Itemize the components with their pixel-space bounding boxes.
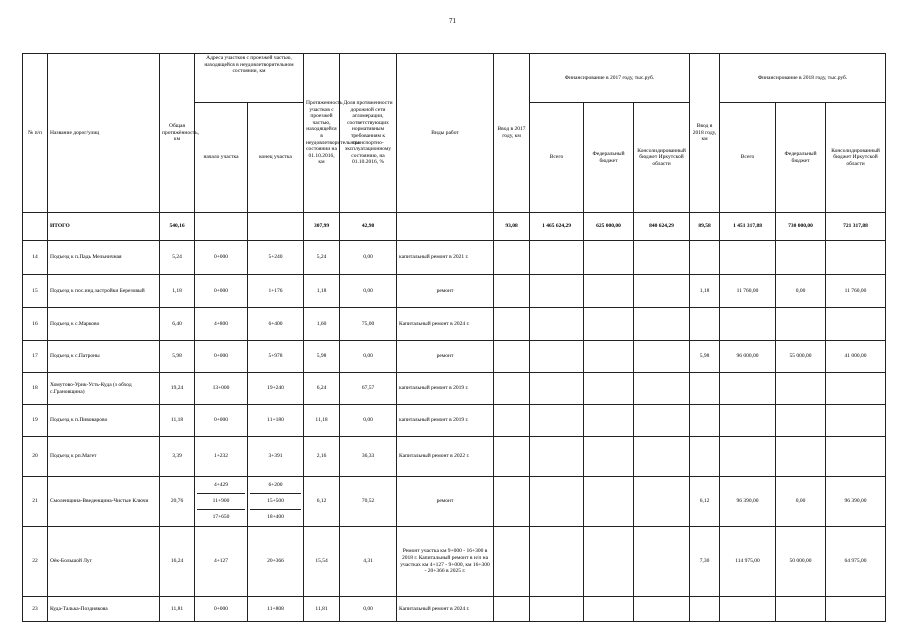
row-length: 16,24 (160, 527, 195, 597)
row-input-2018: 6,12 (690, 477, 720, 527)
header-work-type: Виды работ (397, 54, 494, 213)
row-start: 13+000 (195, 373, 248, 405)
row-federal-2018 (776, 308, 826, 341)
row-name: Оёк-Большой Луг (48, 527, 160, 597)
row-input-2017 (494, 308, 530, 341)
row-regional-2018: 64 975,00 (826, 527, 886, 597)
row-bad-length: 1,60 (304, 308, 340, 341)
row-bad-length: 11,81 (304, 597, 340, 622)
row-total-2018: 114 975,00 (720, 527, 776, 597)
header-total-2018: Всего (720, 103, 776, 213)
row-input-2018 (690, 241, 720, 275)
row-federal-2017 (584, 275, 634, 308)
row-name: Подъезд к п.Падь Мельничная (48, 241, 160, 275)
row-regional-2017 (634, 477, 690, 527)
row-total-2018: 11 760,00 (720, 275, 776, 308)
row-share: 0,00 (340, 597, 397, 622)
row-federal-2017 (584, 437, 634, 477)
totals-in2017: 93,08 (494, 213, 530, 241)
row-name: Подъезд к с.Марково (48, 308, 160, 341)
header-federal-2018: Федеральный бюджет (776, 103, 826, 213)
row-federal-2018 (776, 597, 826, 622)
row-work-type: ремонт (397, 341, 494, 373)
row-regional-2017 (634, 241, 690, 275)
row-input-2017 (494, 405, 530, 437)
table-row (23, 241, 886, 275)
row-federal-2017 (584, 373, 634, 405)
row-input-2018 (690, 437, 720, 477)
row-bad-length: 15,54 (304, 527, 340, 597)
row-regional-2018 (826, 597, 886, 622)
row-bad-length: 2,16 (304, 437, 340, 477)
totals-bad: 307,99 (304, 213, 340, 241)
row-regional-2018 (826, 241, 886, 275)
row-share: 0,00 (340, 241, 397, 275)
row-input-2018: 7,30 (690, 527, 720, 597)
row-federal-2017 (584, 597, 634, 622)
row-total-2018 (720, 405, 776, 437)
totals-f18: 730 000,00 (776, 213, 826, 241)
header-input-2018: Ввод в 2018 году, км (690, 54, 720, 213)
row-regional-2018 (826, 405, 886, 437)
row-total-2017 (530, 373, 584, 405)
row-input-2018 (690, 308, 720, 341)
row-total-2018 (720, 373, 776, 405)
row-federal-2017 (584, 308, 634, 341)
totals-k17: 840 624,29 (634, 213, 690, 241)
row-share: 70,52 (340, 477, 397, 527)
row-start: 1+232 (195, 437, 248, 477)
row-total-2017 (530, 341, 584, 373)
row-name: Смоленщина-Введенщина-Чистые Ключи (48, 477, 160, 527)
row-end: 5+240 (248, 241, 304, 275)
totals-row (23, 213, 886, 241)
row-start: 4+127 (195, 527, 248, 597)
row-input-2017 (494, 275, 530, 308)
row-regional-2017 (634, 373, 690, 405)
header-share: Доля протяженности дорожной сети агломерации, соответствующих нормативным требованиям к транспортно-эксплуатационному состоянию, на 01.10.2016, % (340, 54, 397, 213)
row-federal-2017 (584, 527, 634, 597)
row-federal-2017 (584, 241, 634, 275)
row-end: 19+240 (248, 373, 304, 405)
table-row (23, 477, 886, 527)
row-num: 23 (23, 597, 48, 622)
row-bad-length: 6,24 (304, 373, 340, 405)
header-regional-2017: Консолидированный бюджет Иркутской области (634, 103, 690, 213)
row-total-2018: 96 000,00 (720, 341, 776, 373)
row-input-2017 (494, 437, 530, 477)
row-regional-2018 (826, 373, 886, 405)
row-start (195, 477, 248, 527)
table-row (23, 275, 886, 308)
row-end: 6+400 (248, 308, 304, 341)
row-regional-2017 (634, 341, 690, 373)
row-total-2017 (530, 477, 584, 527)
totals-end (248, 213, 304, 241)
row-start: 0+000 (195, 405, 248, 437)
row-end: 3+391 (248, 437, 304, 477)
header-fin-2017: Финансирование в 2017 году, тыс.руб. (530, 54, 690, 103)
row-length: 11,81 (160, 597, 195, 622)
row-length: 5,98 (160, 341, 195, 373)
row-federal-2018: 50 000,00 (776, 527, 826, 597)
row-num: 19 (23, 405, 48, 437)
row-length: 5,24 (160, 241, 195, 275)
row-num: 21 (23, 477, 48, 527)
row-regional-2018 (826, 308, 886, 341)
row-regional-2017 (634, 275, 690, 308)
row-work-type: Капитальный ремонт в 2024 г. (397, 597, 494, 622)
row-total-2018 (720, 308, 776, 341)
row-federal-2017 (584, 405, 634, 437)
roads-table (22, 53, 886, 622)
row-share: 0,00 (340, 275, 397, 308)
page-number: 71 (449, 17, 456, 25)
row-end (248, 477, 304, 527)
row-num: 14 (23, 241, 48, 275)
row-regional-2018: 11 760,00 (826, 275, 886, 308)
row-input-2017 (494, 477, 530, 527)
header-federal-2017: Федеральный бюджет (584, 103, 634, 213)
row-federal-2018: 0,00 (776, 275, 826, 308)
row-end: 20+366 (248, 527, 304, 597)
row-num: 15 (23, 275, 48, 308)
header-row-1 (23, 54, 886, 103)
row-regional-2018: 96 390,00 (826, 477, 886, 527)
row-share: 36,33 (340, 437, 397, 477)
row-work-type: капитальный ремонт в 2019 г. (397, 373, 494, 405)
table-row (23, 405, 886, 437)
table-row (23, 527, 886, 597)
row-share: 4,31 (340, 527, 397, 597)
row-input-2018 (690, 373, 720, 405)
header-start: начало участка (195, 103, 248, 213)
row-total-2017 (530, 437, 584, 477)
table-row (23, 597, 886, 622)
row-end: 11+180 (248, 405, 304, 437)
header-input-2017: Ввод в 2017 году, км (494, 54, 530, 213)
header-num: № п/п (23, 54, 48, 213)
totals-length: 540,16 (160, 213, 195, 241)
row-input-2017 (494, 373, 530, 405)
row-num: 16 (23, 308, 48, 341)
row-regional-2018 (826, 437, 886, 477)
row-num: 18 (23, 373, 48, 405)
row-share: 75,00 (340, 308, 397, 341)
table-row (23, 437, 886, 477)
row-federal-2018: 55 000,00 (776, 341, 826, 373)
row-length: 20,76 (160, 477, 195, 527)
header-total-2017: Всего (530, 103, 584, 213)
row-work-type: ремонт (397, 477, 494, 527)
row-start-part: 17+650 (212, 514, 230, 521)
row-bad-length: 5,98 (304, 341, 340, 373)
row-input-2017 (494, 341, 530, 373)
header-fin-2018: Финансирование в 2018 году, тыс.руб. (720, 54, 886, 103)
row-federal-2018 (776, 373, 826, 405)
row-regional-2017 (634, 597, 690, 622)
totals-work (397, 213, 494, 241)
row-total-2017 (530, 241, 584, 275)
row-length: 11,18 (160, 405, 195, 437)
totals-label: ИТОГО (48, 213, 160, 241)
row-share: 67,57 (340, 373, 397, 405)
row-share: 0,00 (340, 341, 397, 373)
row-work-type: Капитальный ремонт в 2024 г. (397, 308, 494, 341)
row-federal-2018: 0,00 (776, 477, 826, 527)
row-input-2018 (690, 597, 720, 622)
row-name: Подъезд к п.Пивоварово (48, 405, 160, 437)
row-length: 3,39 (160, 437, 195, 477)
row-input-2017 (494, 527, 530, 597)
header-name: Название дорог/улиц (48, 54, 160, 213)
row-end-part: 18+400 (267, 514, 284, 521)
table-row (23, 341, 886, 373)
totals-t17: 1 465 624,29 (530, 213, 584, 241)
row-name: Куда-Талька-Позднякова (48, 597, 160, 622)
row-end: 5+978 (248, 341, 304, 373)
row-start-part: 11+900 (197, 494, 245, 510)
totals-k18: 721 317,88 (826, 213, 886, 241)
row-work-type: капитальный ремонт в 2019 г. (397, 405, 494, 437)
table-row (23, 308, 886, 341)
row-total-2017 (530, 275, 584, 308)
header-bad-length: Протяженность участков с проезжей частью, находящейся в неудовлетворительном состоянии на 01.10.2016, км (304, 54, 340, 213)
row-bad-length: 6,12 (304, 477, 340, 527)
row-start: 0+000 (195, 341, 248, 373)
row-end: 11+808 (248, 597, 304, 622)
row-name: Подъезд к рп.Магет (48, 437, 160, 477)
row-bad-length: 5,24 (304, 241, 340, 275)
row-regional-2018: 41 000,00 (826, 341, 886, 373)
row-name: Подъезд к пос.инд.застройки Березовый (48, 275, 160, 308)
row-work-type: Ремонт участка км 9+000 - 16+300 в 2018 г. Капитальный ремонт в н/п на участках км 4+127 - 9+000, км 16+300 - 20+366 в 2025 г. (397, 527, 494, 597)
row-total-2017 (530, 597, 584, 622)
row-work-type: капитальный ремонт в 2021 г. (397, 241, 494, 275)
row-share: 0,00 (340, 405, 397, 437)
row-start: 0+000 (195, 241, 248, 275)
totals-in2018: 89,58 (690, 213, 720, 241)
row-total-2018 (720, 597, 776, 622)
totals-start (195, 213, 248, 241)
row-federal-2017 (584, 477, 634, 527)
totals-num (23, 213, 48, 241)
row-start: 0+000 (195, 597, 248, 622)
row-input-2018 (690, 405, 720, 437)
row-start: 4+800 (195, 308, 248, 341)
row-bad-length: 1,18 (304, 275, 340, 308)
row-end-part: 15+500 (250, 494, 301, 510)
row-work-type: ремонт (397, 275, 494, 308)
row-federal-2018 (776, 405, 826, 437)
header-end: конец участка (248, 103, 304, 213)
row-total-2018 (720, 241, 776, 275)
row-length: 6,40 (160, 308, 195, 341)
row-name: Подъезд к с.Патроны (48, 341, 160, 373)
row-start-part: 4+429 (197, 478, 245, 494)
row-num: 17 (23, 341, 48, 373)
row-federal-2017 (584, 341, 634, 373)
row-federal-2018 (776, 437, 826, 477)
row-total-2018: 96 390,00 (720, 477, 776, 527)
header-addresses: Адреса участков с проезжей частью, находящейся в неудовлетворительном состоянии, км (195, 54, 304, 103)
row-name: Хомутово-Урик-Усть-Куда (з обход с.Грановщина) (48, 373, 160, 405)
row-total-2018 (720, 437, 776, 477)
row-total-2017 (530, 308, 584, 341)
row-federal-2018 (776, 241, 826, 275)
header-total-length: Общая протяжённость, км (160, 54, 195, 213)
row-input-2017 (494, 597, 530, 622)
row-length: 1,18 (160, 275, 195, 308)
header-regional-2018: Консолидированный бюджет Иркутской области (826, 103, 886, 213)
row-num: 20 (23, 437, 48, 477)
row-input-2018: 1,18 (690, 275, 720, 308)
row-num: 22 (23, 527, 48, 597)
table-row (23, 373, 886, 405)
row-regional-2017 (634, 527, 690, 597)
row-input-2017 (494, 241, 530, 275)
totals-share: 42,98 (340, 213, 397, 241)
row-work-type: Капитальный ремонт в 2022 г. (397, 437, 494, 477)
totals-t18: 1 451 317,88 (720, 213, 776, 241)
row-length: 19,24 (160, 373, 195, 405)
row-total-2017 (530, 527, 584, 597)
totals-f17: 625 000,00 (584, 213, 634, 241)
row-start: 0+000 (195, 275, 248, 308)
row-bad-length: 11,18 (304, 405, 340, 437)
row-regional-2017 (634, 437, 690, 477)
row-regional-2017 (634, 308, 690, 341)
row-total-2017 (530, 405, 584, 437)
row-regional-2017 (634, 405, 690, 437)
row-end-part: 6+200 (250, 478, 301, 494)
row-end: 1+176 (248, 275, 304, 308)
row-input-2018: 5,98 (690, 341, 720, 373)
